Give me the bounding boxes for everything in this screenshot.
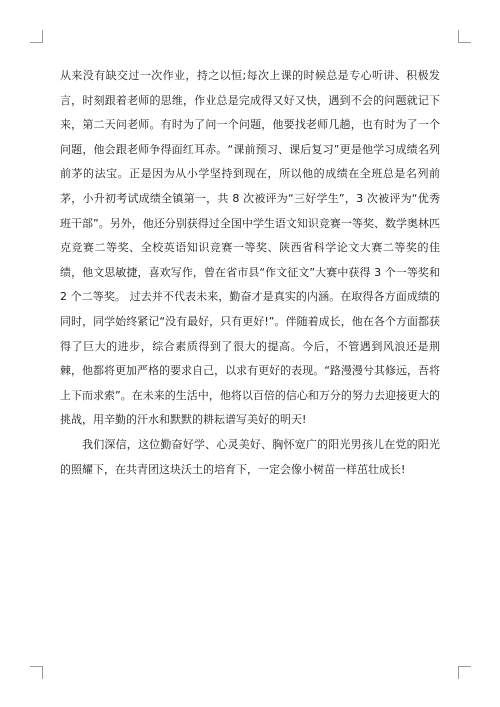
paragraph: 从来没有缺交过一次作业，持之以恒;每次上课的时候总是专心听讲、积极发言，时刻跟着老师的思维，作业总是完成得又好又快，遇到不会的问题就记下来，第二天问老师。有时为了问一个问题，他要找老师几趟，也有时为了一个问题，他会跟老师争得面红耳赤。“课前预习、课后复习”更是他学习成绩名列前茅的法宝。正是因为从小学坚持到现在，所以他的成绩在全班总是名列前茅，小升初考试成绩全镇第一，共 8 次被评为“三好学生”，3 次被评为“优秀班干部”。另外，他还分别获得过全国中学生语文知识竞赛一等奖、数学奥林匹克竞赛二等奖、全校英语知识竞赛一等奖、陕西省科学论文大赛二等奖的佳绩，他文思敏捷，喜欢写作，曾在省市县“作文征文”大赛中获得 3 个一等奖和 2 个二等奖。 过去并不代表未来，勤奋才是真实的内涵。在取得各方面成绩的同时，同学始终紧记“没有最好，只有更好!”。伴随着成长，他在各个方面都获得了巨大的进步，综合素质得到了很大的提高。今后，不管遇到风浪还是荆棘，他都将更加严格的要求自己，以求有更好的表现。“路漫漫兮其修远，吾将上下而求索”。在未来的生活中，他将以百倍的信心和万分的努力去迎接更大的挑战，用辛勤的汗水和默默的耕耘谱写美好的明天! xyxy=(60,69,440,427)
paragraph: 我们深信，这位勤奋好学、心灵美好、胸怀宽广的阳光男孩儿在党的阳光的照耀下，在共青团这块沃土的培育下，一定会像小树苗一样茁壮成长! xyxy=(60,437,440,476)
body-text xyxy=(60,64,440,482)
crop-mark-bottom-left xyxy=(30,666,43,679)
crop-mark-top-right xyxy=(458,30,471,43)
crop-mark-bottom-right xyxy=(458,666,471,679)
crop-mark-top-left xyxy=(30,30,43,43)
